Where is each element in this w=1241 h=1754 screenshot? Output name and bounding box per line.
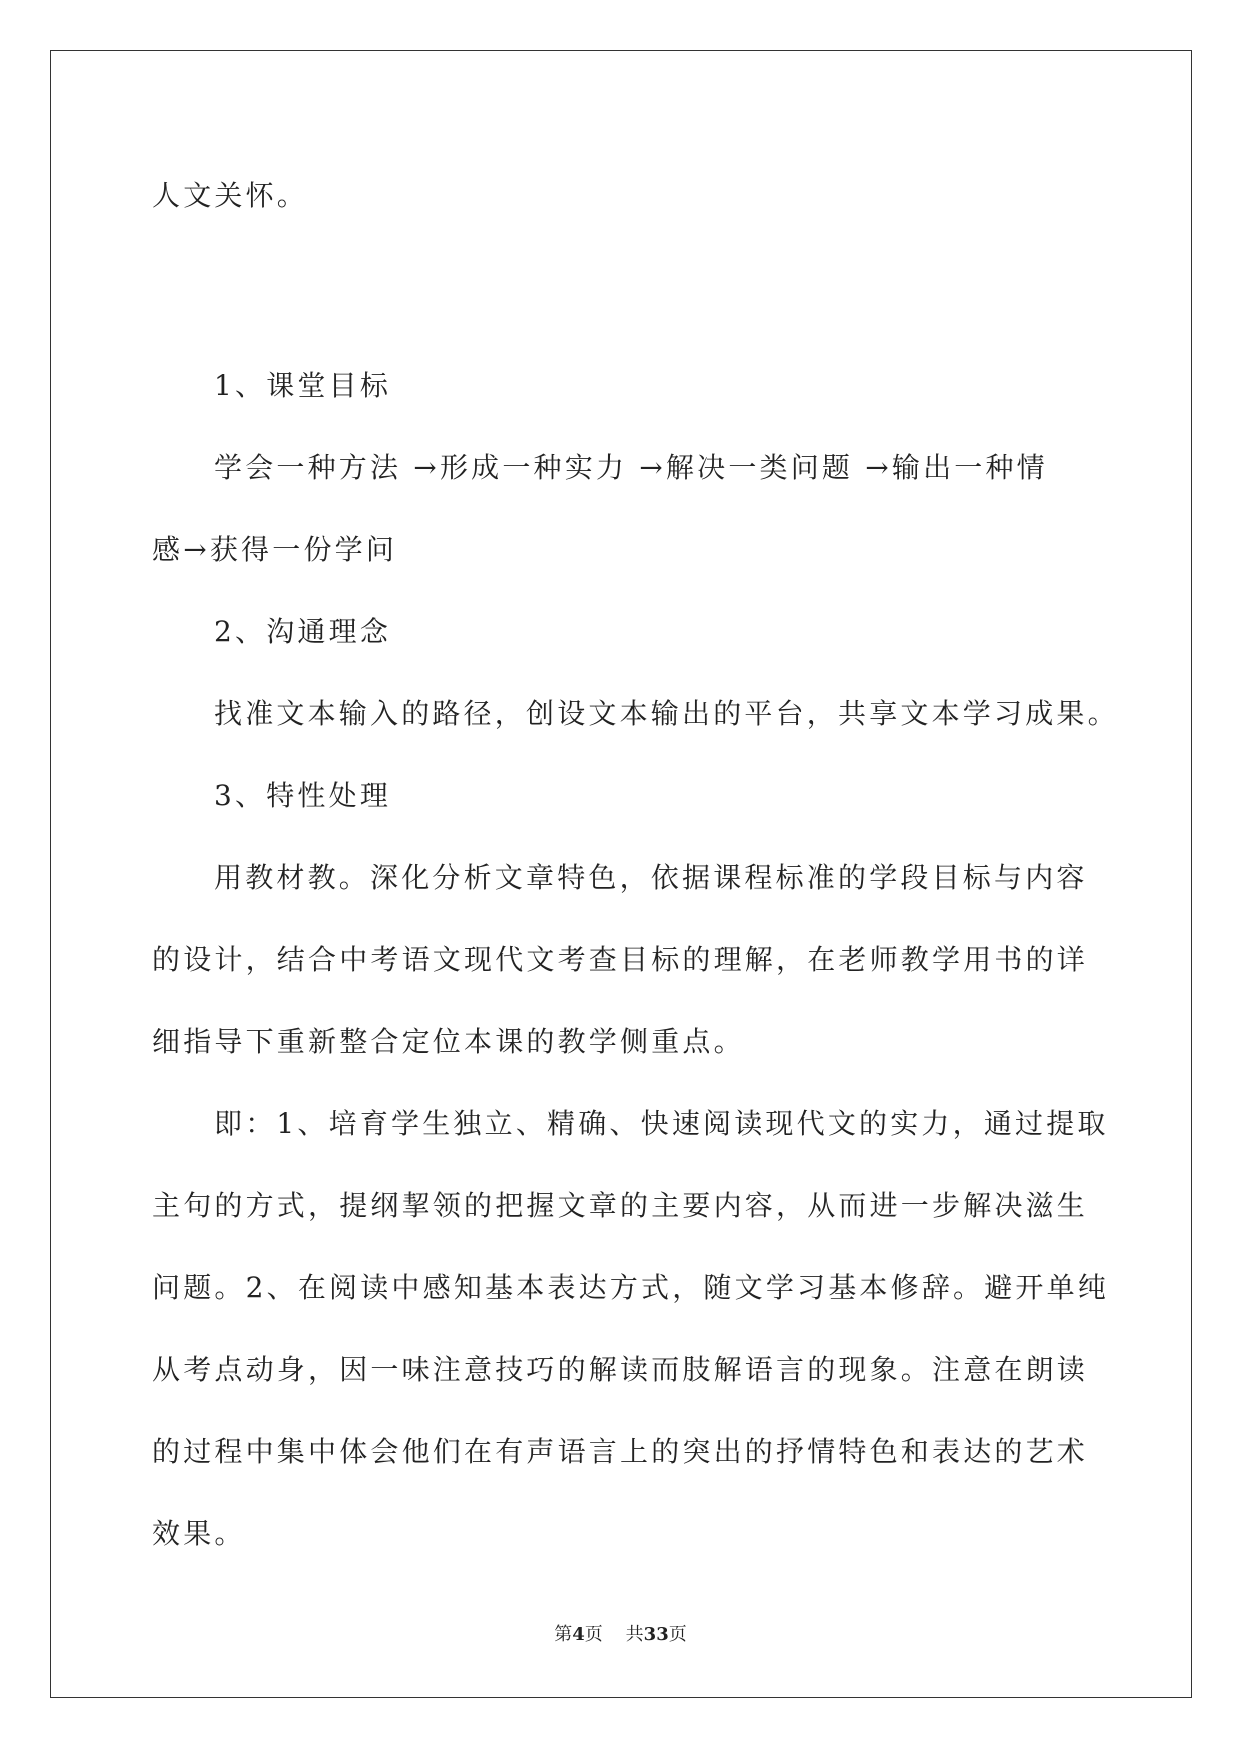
paragraph-line: 人文关怀。 [152, 179, 309, 212]
document-body [152, 155, 1119, 1575]
paragraph-line: 细指导下重新整合定位本课的教学侧重点。 [152, 1025, 745, 1058]
page-suffix: 页 [584, 1624, 603, 1645]
page-number: 4 [572, 1624, 585, 1645]
paragraph-line: 的过程中集中体会他们在有声语言上的突出的抒情特色和表达的艺术 [152, 1435, 1089, 1468]
paragraph-line: 找准文本输入的路径，创设文本输出的平台，共享文本学习成果。 [214, 697, 1119, 730]
paragraph-line: 学会一种方法 →形成一种实力 →解决一类问题 →输出一种情 [214, 451, 1048, 484]
heading-feature-handling: 3、特性处理 [214, 779, 392, 812]
page-footer [0, 1620, 1241, 1646]
paragraph-line: 主句的方式，提纲挈领的把握文章的主要内容，从而进一步解决滋生 [152, 1189, 1089, 1222]
heading-course-goals: 1、课堂目标 [214, 369, 392, 402]
total-prefix: 共 [625, 1624, 644, 1645]
paragraph-line: 即：1、培育学生独立、精确、快速阅读现代文的实力，通过提取 [214, 1107, 1109, 1140]
paragraph-line: 感→获得一份学问 [152, 533, 398, 566]
paragraph-line: 的设计，结合中考语文现代文考查目标的理解，在老师教学用书的详 [152, 943, 1089, 976]
paragraph-line: 问题。2、在阅读中感知基本表达方式，随文学习基本修辞。避开单纯 [152, 1271, 1110, 1304]
paragraph-line: 效果。 [152, 1517, 246, 1550]
total-suffix: 页 [668, 1624, 687, 1645]
page-prefix: 第 [554, 1624, 573, 1645]
heading-communication-concept: 2、沟通理念 [214, 615, 392, 648]
total-pages: 33 [643, 1624, 669, 1645]
paragraph-line: 从考点动身，因一味注意技巧的解读而肢解语言的现象。注意在朗读 [152, 1353, 1089, 1386]
paragraph-line: 用教材教。深化分析文章特色，依据课程标准的学段目标与内容 [214, 861, 1088, 894]
